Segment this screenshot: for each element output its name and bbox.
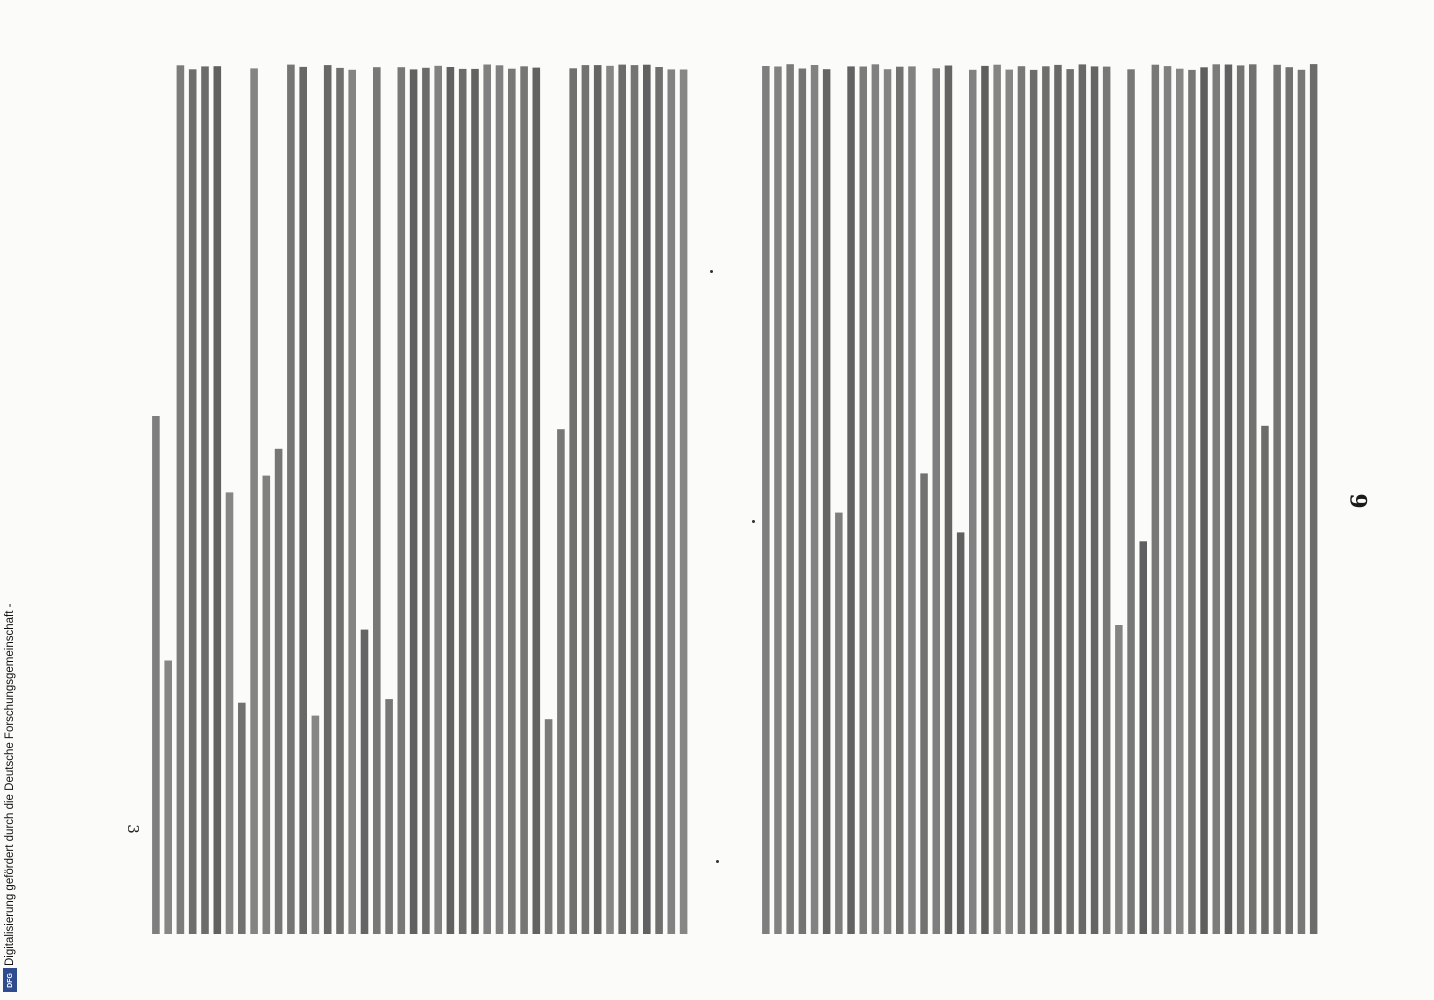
text-line	[969, 70, 977, 934]
text-line	[860, 67, 868, 935]
text-line	[1249, 64, 1257, 934]
speck	[710, 270, 713, 273]
text-line	[786, 64, 794, 934]
text-line	[1115, 625, 1123, 934]
text-line	[557, 429, 565, 934]
text-line	[569, 68, 577, 934]
text-line	[263, 476, 271, 934]
text-line	[1200, 67, 1208, 934]
text-column-right	[760, 60, 1320, 940]
text-line	[361, 630, 369, 934]
text-line	[1213, 64, 1221, 934]
text-line	[799, 69, 807, 935]
text-lines-right	[760, 60, 1320, 940]
text-line	[981, 66, 989, 934]
text-line	[348, 70, 356, 934]
text-line	[533, 68, 541, 934]
text-line	[1042, 66, 1050, 934]
text-line	[152, 416, 160, 934]
text-line	[896, 67, 904, 934]
text-line	[1103, 67, 1111, 934]
text-line	[373, 67, 381, 934]
speck	[716, 860, 719, 863]
text-line	[582, 65, 590, 934]
text-line	[1298, 70, 1306, 934]
text-line	[1286, 67, 1294, 934]
text-line	[945, 66, 953, 935]
text-line	[762, 66, 770, 934]
dfg-logo	[3, 968, 17, 992]
text-line	[483, 65, 491, 935]
text-line	[459, 69, 467, 934]
page-number-bottom: 3	[123, 824, 142, 834]
text-line	[1054, 65, 1062, 934]
text-line	[287, 65, 295, 934]
text-line	[410, 69, 418, 934]
text-line	[1225, 65, 1233, 935]
text-line	[434, 66, 442, 934]
text-line	[908, 66, 916, 934]
text-line	[447, 67, 455, 934]
text-line	[385, 699, 393, 934]
text-line	[920, 473, 928, 934]
text-line	[312, 716, 320, 934]
text-line	[275, 449, 283, 934]
text-line	[189, 69, 197, 934]
text-line	[1091, 66, 1099, 934]
text-line	[398, 67, 406, 934]
text-line	[1030, 70, 1038, 934]
text-column-left	[150, 60, 690, 940]
text-line	[618, 65, 626, 934]
text-line	[545, 719, 553, 934]
text-line	[594, 65, 602, 934]
text-line	[872, 64, 880, 934]
text-line	[643, 65, 651, 934]
text-line	[471, 69, 479, 934]
text-line	[606, 66, 614, 934]
text-line	[680, 70, 688, 935]
text-line	[631, 65, 639, 934]
text-line	[250, 68, 258, 934]
text-line	[835, 513, 843, 934]
text-line	[226, 492, 234, 934]
text-line	[164, 661, 172, 935]
text-line	[823, 69, 831, 934]
text-line	[1261, 426, 1269, 934]
text-line	[1273, 65, 1281, 934]
dfg-logo-text: DFG	[6, 972, 14, 988]
text-line	[655, 67, 663, 934]
text-line	[422, 68, 430, 934]
text-line	[884, 69, 892, 934]
text-line	[1127, 69, 1135, 934]
text-line	[1188, 70, 1196, 934]
text-line	[201, 66, 209, 934]
text-line	[957, 532, 965, 934]
text-line	[1006, 70, 1014, 934]
text-line	[336, 68, 344, 934]
text-line	[774, 67, 782, 935]
text-line	[1079, 64, 1087, 934]
text-line	[847, 66, 855, 934]
text-line	[177, 65, 185, 934]
speck	[752, 520, 755, 523]
text-line	[1066, 69, 1074, 934]
footer-text: Digitalisierung gefördert durch die Deutsche Forschungsgemeinschaft -	[4, 603, 16, 966]
text-line	[324, 65, 332, 934]
text-line	[1018, 66, 1025, 934]
text-line	[1152, 65, 1160, 934]
text-line	[496, 65, 504, 934]
text-line	[933, 68, 941, 934]
text-line	[668, 69, 676, 934]
digitization-footer	[0, 0, 22, 1000]
text-line	[811, 65, 819, 934]
text-line	[1140, 541, 1148, 934]
text-line	[520, 66, 528, 934]
text-line	[1164, 66, 1172, 934]
text-line	[1310, 64, 1318, 934]
text-line	[508, 69, 516, 934]
text-line	[1237, 65, 1245, 934]
text-line	[1176, 69, 1184, 934]
text-line	[238, 703, 246, 934]
text-line	[993, 65, 1001, 934]
text-line	[214, 66, 222, 934]
page-number-top: 9	[1344, 493, 1371, 509]
text-lines-left	[150, 60, 690, 940]
text-line	[299, 67, 307, 934]
